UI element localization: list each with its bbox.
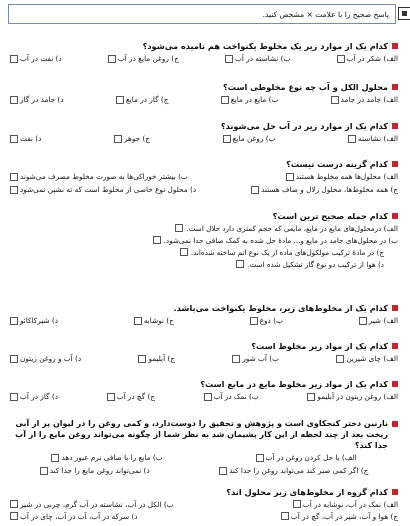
option[interactable]: د) محلول نوع خاصی از مخلوط است که ته نشین نمی‌شود [10, 185, 196, 194]
question-5 [10, 210, 398, 270]
option[interactable]: د) نفت [10, 134, 41, 143]
question-3 [10, 120, 398, 145]
checkbox-icon[interactable] [107, 393, 115, 401]
option[interactable]: د) سرکه در آب، آب در آب، چای در آب [10, 512, 138, 521]
option[interactable]: الف) روغن زیتون در آبلیمو [307, 392, 398, 401]
question-4 [10, 158, 398, 196]
question-title: کدام یک از مواد زیر مخلوط است؟ [251, 341, 388, 351]
checkbox-icon[interactable] [175, 224, 183, 232]
checkbox-icon[interactable] [307, 393, 315, 401]
checkbox-icon[interactable] [336, 355, 344, 363]
bullet-icon [392, 43, 398, 49]
question-7 [10, 340, 398, 365]
question-title: نازنین دختر کنجکاوی است و پژوهش و تحقیق را دوست‌دارد، و کمی روغن را در لیوان پر از آبی ریخت بعد از چند لحظه از این کار پشیمان شد به نظر شما از چگونه می‌تواند روغن مایع را از آب جدا کند؟ [15, 419, 388, 450]
checkbox-icon[interactable] [10, 55, 18, 63]
checkbox-icon[interactable] [337, 55, 345, 63]
option[interactable]: الف) درمحلول‌های مایع در مایع، مایعی که حجم کمتری دارد حلال است. [10, 222, 398, 234]
question-title: کدام یک از موارد زیر یک مخلوط یکنواخت هم نامیده می‌شود؟ [142, 41, 388, 51]
option[interactable]: الف) محلول‌ها همه مخلوط هستند [286, 172, 398, 181]
question-title: کدام یک از موارد زیر در آب حل می‌شوند؟ [220, 121, 388, 131]
option[interactable]: ب) آب شور [232, 354, 279, 363]
option[interactable]: ج) هوا و آب، شیر در آب، گچ در آب [281, 512, 398, 521]
bullet-icon [392, 305, 398, 311]
checkbox-icon[interactable] [359, 317, 367, 325]
option[interactable]: ب) در محلول‌های جامد در مایع و... مادهٔ حل شده به کمک صافی جدا نمی‌شود. [10, 234, 398, 246]
question-title: کدام گزینه درست نیست؟ [286, 159, 388, 169]
question-title: محلول الکل و آب چه نوع مخلوطی است؟ [223, 82, 388, 92]
option[interactable]: ج) جوهر [114, 134, 150, 143]
checkbox-icon[interactable] [236, 260, 244, 268]
instruction-header [8, 4, 396, 24]
checkbox-icon[interactable] [10, 173, 18, 181]
checkbox-icon[interactable] [10, 135, 18, 143]
checkbox-icon[interactable] [180, 248, 188, 256]
checkbox-icon[interactable] [348, 135, 356, 143]
question-6 [10, 302, 398, 327]
bullet-icon [392, 123, 398, 129]
option[interactable]: الف) نمک در آب، نوشابه در آب [293, 500, 398, 509]
bullet-icon [392, 84, 398, 90]
question-10 [10, 486, 398, 522]
option[interactable]: الف) شیر [359, 316, 398, 325]
question-title: کدام گروه از مخلوط‌های زیر محلول اند؟ [226, 487, 388, 497]
question-title: کدام یک از مخلوط‌های زیر، مخلوط یکنواخت می‌باشد. [173, 303, 388, 313]
option[interactable]: الف) چای شیرین [336, 354, 398, 363]
header-checkbox-icon [398, 7, 410, 20]
option[interactable]: ج) نوشابه [134, 316, 174, 325]
checkbox-icon[interactable] [204, 393, 212, 401]
checkbox-icon[interactable] [10, 317, 18, 325]
checkbox-icon[interactable] [250, 317, 258, 325]
option[interactable]: د) آب و روغن زیتون [10, 354, 81, 363]
checkbox-icon[interactable] [108, 55, 116, 63]
option[interactable]: ج) در مادهٔ ترکیب مولکول‌های ماده از یک نوع اتم ساخته شده‌اند. [10, 246, 398, 258]
checkbox-icon[interactable] [331, 96, 339, 104]
question-1 [10, 40, 398, 65]
option[interactable]: الف) نشاسته [348, 134, 398, 143]
checkbox-icon[interactable] [225, 55, 233, 63]
option[interactable]: ب) الکل در آب، نشاسته در آب گرم، چربی در شیر [10, 500, 174, 509]
option[interactable]: د) نفت در آب [10, 54, 62, 63]
bullet-icon [392, 213, 398, 219]
checkbox-icon[interactable] [10, 512, 18, 520]
checkbox-icon[interactable] [281, 512, 289, 520]
checkbox-icon[interactable] [10, 500, 18, 508]
checkbox-icon[interactable] [10, 393, 18, 401]
option[interactable]: الف) شکر در آب [337, 54, 398, 63]
bullet-icon [392, 381, 398, 387]
checkbox-icon[interactable] [134, 317, 142, 325]
question-8 [10, 378, 398, 403]
option[interactable]: د) نمی‌تواند روغن مایع را جدا کند [40, 466, 150, 475]
option[interactable]: ج) روغن مایع در آب [108, 54, 179, 63]
checkbox-icon[interactable] [116, 96, 124, 104]
option[interactable]: ب) مایع در مایع [221, 95, 279, 104]
question-title: کدام یک از مواد زیر مخلوط مایع در مایع است؟ [200, 379, 388, 389]
option[interactable]: ب) نشاسته در آب [225, 54, 290, 63]
option[interactable]: ج) اگر کمی صبر کند می‌تواند روغن را جدا کند [219, 466, 368, 475]
checkbox-icon[interactable] [153, 236, 161, 244]
checkbox-icon[interactable] [232, 355, 240, 363]
option[interactable]: ج) گچ در آب [107, 392, 155, 401]
checkbox-icon[interactable] [51, 454, 59, 462]
bullet-icon [392, 343, 398, 349]
option[interactable]: ب) بیشتر خوراکی‌ها به صورت مخلوط مصرف می‌شوند [10, 172, 188, 181]
option[interactable]: د) هوا از ترکیب دو نوع گاز تشکیل شده است. [10, 258, 398, 270]
checkbox-icon[interactable] [251, 186, 259, 194]
bullet-icon [392, 489, 398, 495]
bullet-icon [392, 421, 398, 427]
option[interactable]: ب) نمک در آب [204, 392, 259, 401]
option[interactable]: ج) همه مخلوط‌ها، محلول زلال و صاف هستند [251, 185, 398, 194]
question-2 [10, 81, 398, 106]
checkbox-icon[interactable] [223, 135, 231, 143]
checkbox-icon[interactable] [293, 500, 301, 508]
option[interactable]: ب) مایع را با صافی نرم عبور دهد [51, 453, 162, 462]
bullet-icon [392, 161, 398, 167]
option[interactable]: ب) روغن مایع [223, 134, 276, 143]
checkbox-icon[interactable] [40, 467, 48, 475]
option[interactable]: الف) جامد در جامد [331, 95, 398, 104]
option[interactable]: الف) با حل کردن روغن در آب [256, 453, 357, 462]
checkbox-icon[interactable] [10, 96, 18, 104]
checkbox-icon[interactable] [114, 135, 122, 143]
checkbox-icon[interactable] [256, 454, 264, 462]
option[interactable]: ب) دوغ [250, 316, 283, 325]
checkbox-icon[interactable] [10, 186, 18, 194]
checkbox-icon[interactable] [10, 355, 18, 363]
option[interactable]: د) شیرکاکائو [10, 316, 58, 325]
question-9 [10, 418, 398, 477]
question-title: کدام جمله صحیح ترین است؟ [272, 211, 388, 221]
checkbox-icon[interactable] [219, 467, 227, 475]
checkbox-icon[interactable] [286, 173, 294, 181]
option[interactable]: ج) گاز در مایع [116, 95, 169, 104]
option[interactable]: ج) آبلیمو [138, 354, 175, 363]
option[interactable]: د) گاز در آب [10, 392, 58, 401]
instruction-text: پاسخ صحیح را با علامت × مشخص کنید. [262, 9, 389, 19]
checkbox-icon[interactable] [138, 355, 146, 363]
checkbox-icon[interactable] [221, 96, 229, 104]
option[interactable]: د) جامد در گاز [10, 95, 64, 104]
